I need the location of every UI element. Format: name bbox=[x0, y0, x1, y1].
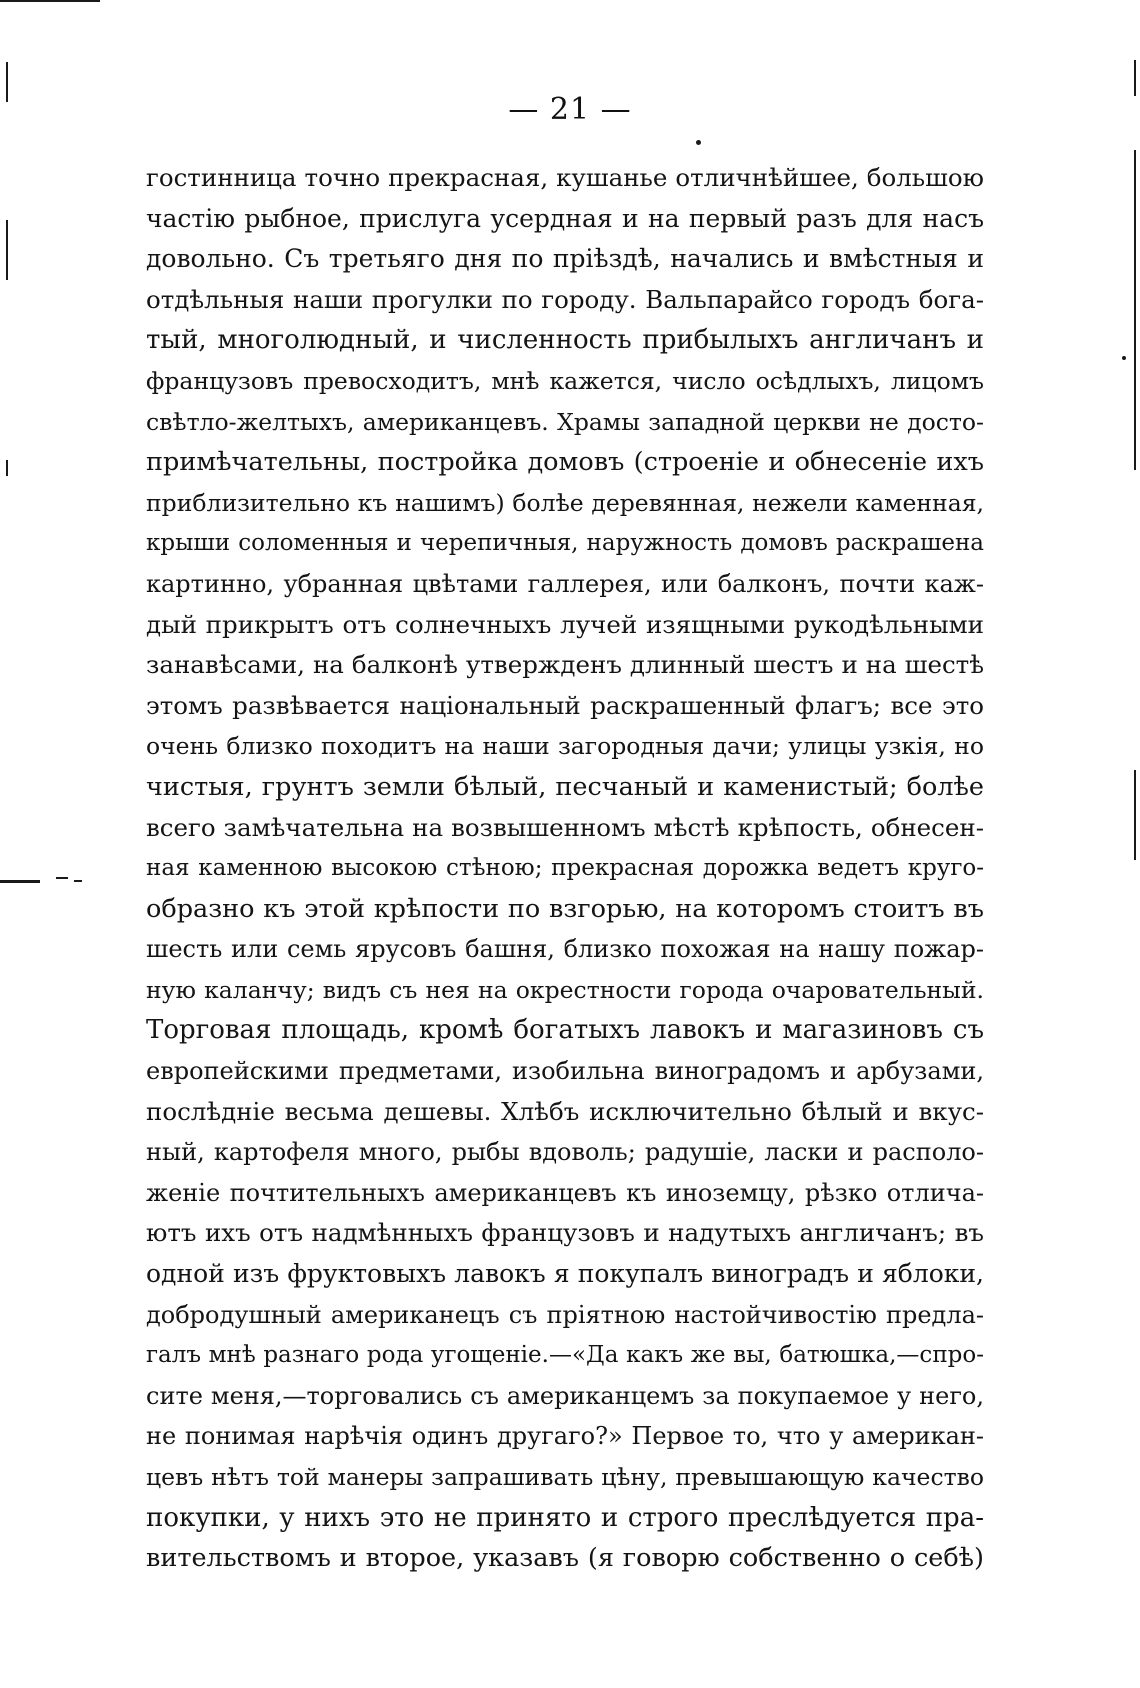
scan-edge-mark bbox=[0, 880, 40, 883]
text-line: европейскими предметами, изобильна виноградомъ и арбузами, bbox=[146, 1057, 984, 1086]
text-line: отдѣльныя наши прогулки по городу. Вальпарайсо городъ бога- bbox=[146, 284, 984, 314]
text-line: ютъ ихъ отъ надмѣнныхъ французовъ и надутыхъ англичанъ; въ bbox=[146, 1218, 984, 1248]
scan-edge-mark bbox=[74, 880, 82, 882]
text-line: французовъ превосходитъ, мнѣ кажется, число осѣдлыхъ, лицомъ bbox=[146, 366, 984, 395]
scan-edge-mark bbox=[1134, 150, 1136, 470]
text-line: добродушный американецъ съ пріятною настойчивостію предла- bbox=[146, 1300, 984, 1329]
text-line: шесть или семь ярусовъ башня, близко похожая на нашу пожар- bbox=[146, 935, 984, 964]
scan-edge-mark bbox=[56, 877, 68, 879]
text-line: ная каменною высокою стѣною; прекрасная дорожка ведетъ круго- bbox=[146, 855, 984, 882]
text-line: ный, картофеля много, рыбы вдоволь; радушіе, ласки и располо- bbox=[146, 1138, 984, 1167]
text-line: приблизительно къ нашимъ) болѣе деревянная, нежели каменная, bbox=[146, 488, 984, 517]
text-line: послѣдніе весьма дешевы. Хлѣбъ исключительно бѣлый и вкус- bbox=[146, 1096, 984, 1126]
text-line: покупки, у нихъ это не принято и строго преслѣдуется пра- bbox=[146, 1502, 984, 1533]
text-line: цевъ нѣтъ той манеры запрашивать цѣну, превышающую качество bbox=[146, 1463, 984, 1491]
text-line: всего замѣчательна на возвышенномъ мѣстѣ крѣпость, обнесен- bbox=[146, 812, 984, 842]
text-line: очень близко походитъ на наши загородныя дачи; улицы узкія, но bbox=[146, 732, 984, 761]
text-line: примѣчательны, постройка домовъ (строеніе и обнесеніе ихъ bbox=[146, 447, 984, 478]
text-line: женіе почтительныхъ американцевъ къ иноземцу, рѣзко отлича- bbox=[146, 1178, 984, 1207]
text-line: свѣтло-желтыхъ, американцевъ. Храмы западной церкви не досто- bbox=[146, 407, 984, 436]
scan-edge-mark bbox=[1134, 60, 1136, 96]
text-line: не понимая нарѣчія одинъ другаго?» Первое то, что у американ- bbox=[146, 1422, 984, 1451]
text-line: частію рыбное, прислуга усердная и на первый разъ для насъ bbox=[146, 203, 984, 233]
text-line: сите меня,—торговались съ американцемъ за покупаемое у него, bbox=[146, 1381, 984, 1410]
text-line: вительствомъ и второе, указавъ (я говорю собственно о себѣ) bbox=[146, 1543, 984, 1574]
text-line: занавѣсами, на балконѣ утвержденъ длинный шестъ и на шестѣ bbox=[146, 650, 984, 680]
scan-edge-mark bbox=[6, 460, 8, 476]
text-line: довольно. Съ третьяго дня по пріѣздѣ, начались и вмѣстныя и bbox=[146, 244, 984, 274]
scan-speck bbox=[696, 140, 701, 145]
text-line: ную каланчу; видъ съ нея на окрестности города очаровательный. bbox=[146, 975, 984, 1004]
text-line: гостинница точно прекрасная, кушанье отличнѣйшее, большою bbox=[146, 163, 984, 192]
scan-speck bbox=[1122, 356, 1126, 360]
text-line: крыши соломенныя и черепичныя, наружность домовъ раскрашена bbox=[146, 530, 984, 557]
text-line: этомъ развѣвается національный раскрашенный флагъ; все это bbox=[146, 690, 984, 720]
text-line: галъ мнѣ разнаго рода угощеніе.—«Да какъ же вы, батюшка,—спро- bbox=[146, 1342, 984, 1369]
text-line: Торговая площадь, кромѣ богатыхъ лавокъ и магазиновъ съ bbox=[146, 1015, 984, 1046]
page-number: — 21 — bbox=[508, 92, 632, 127]
body-text bbox=[146, 158, 984, 1579]
scan-edge-mark bbox=[6, 220, 8, 280]
text-line: одной изъ фруктовыхъ лавокъ я покупалъ виноградъ и яблоки, bbox=[146, 1259, 984, 1289]
text-line: образно къ этой крѣпости по взгорью, на которомъ стоитъ въ bbox=[146, 893, 984, 924]
scan-edge-mark bbox=[1134, 770, 1136, 860]
text-line: дый прикрытъ отъ солнечныхъ лучей изящными рукодѣльными bbox=[146, 609, 984, 639]
scan-edge-mark bbox=[0, 0, 100, 2]
text-line: чистыя, грунтъ земли бѣлый, песчаный и каменистый; болѣе bbox=[146, 771, 984, 802]
text-line: тый, многолюдный, и численность прибылыхъ англичанъ и bbox=[146, 325, 984, 356]
text-line: картинно, убранная цвѣтами галлерея, или балконъ, почти каж- bbox=[146, 569, 984, 598]
